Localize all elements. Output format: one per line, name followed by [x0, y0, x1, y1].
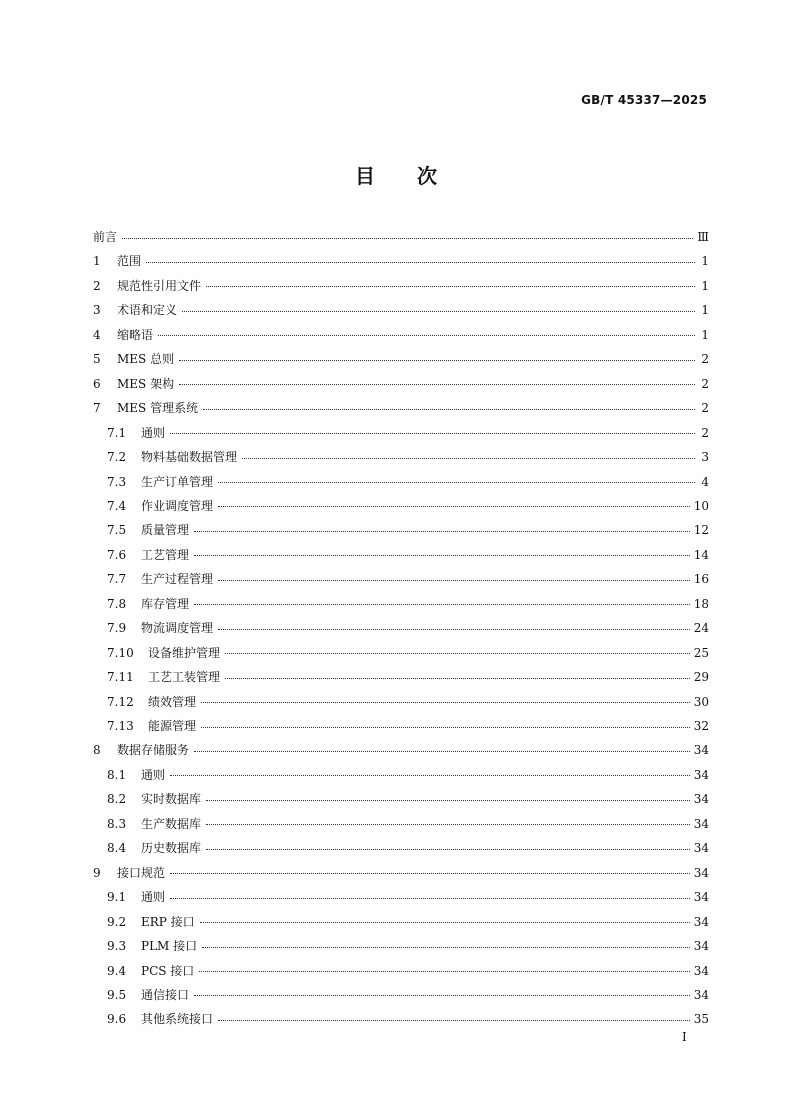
toc-entry-number: 7.3	[107, 474, 127, 489]
toc-entry-page: 35	[693, 1012, 709, 1027]
toc-entry-page: 29	[693, 670, 709, 685]
toc-entry[interactable]	[107, 886, 709, 908]
toc-entry[interactable]	[107, 593, 709, 615]
toc-dot-leader	[201, 727, 690, 728]
toc-entry-number: 9.3	[107, 939, 127, 954]
toc-entry-label: 库存管理	[141, 596, 190, 611]
toc-entry-number: 7	[93, 401, 101, 416]
toc-entry-page: 34	[693, 914, 709, 929]
standard-code: GB/T 45337—2025	[581, 93, 707, 107]
toc-dot-leader	[194, 751, 690, 752]
toc-dot-leader	[218, 1020, 690, 1021]
toc-entry-label: 工艺工装管理	[148, 670, 221, 685]
toc-entry-label: 作业调度管理	[141, 498, 214, 513]
toc-entry[interactable]	[93, 739, 709, 761]
toc-entry-page: 34	[693, 816, 709, 831]
toc-entry-page: Ⅲ	[697, 230, 709, 244]
toc-entry-number: 6	[93, 376, 101, 391]
toc-entry-label: 缩略语	[117, 327, 154, 342]
toc-entry-number: 7.2	[107, 450, 127, 465]
toc-entry[interactable]	[93, 397, 709, 419]
toc-title	[0, 160, 792, 189]
toc-entry-label: ERP 接口	[141, 914, 195, 929]
toc-dot-leader	[206, 800, 690, 801]
toc-entry-label: 能源管理	[148, 719, 197, 733]
toc-entry-label: 通则	[141, 767, 166, 782]
toc-entry[interactable]	[107, 422, 709, 444]
toc-entry-page: 25	[693, 645, 709, 660]
toc-dot-leader	[206, 286, 695, 287]
toc-entry-label: 绩效管理	[148, 694, 197, 709]
toc-entry-page: 12	[693, 523, 709, 538]
toc-entry-page: 34	[693, 963, 709, 978]
toc-entry-label: PCS 接口	[141, 963, 195, 978]
toc-entry-number: 8.2	[107, 792, 127, 807]
toc-entry-number: 7.4	[107, 498, 127, 513]
toc-dot-leader	[158, 335, 695, 336]
toc-dot-leader	[146, 262, 695, 263]
toc-entry[interactable]	[107, 666, 709, 688]
toc-entry[interactable]	[107, 471, 709, 493]
toc-entry[interactable]	[107, 984, 709, 1006]
toc-entry-page: 34	[693, 865, 709, 880]
toc-entry-page: 4	[701, 474, 709, 489]
toc-entry-number: 8	[93, 743, 101, 758]
toc-entry-label: MES 总则	[117, 352, 175, 367]
toc-entry-label: MES 管理系统	[117, 401, 199, 416]
toc-entry-page: 1	[701, 327, 709, 342]
toc-entry[interactable]	[93, 862, 709, 884]
toc-entry-label: 通则	[141, 890, 166, 905]
toc-entry-page: 34	[693, 743, 709, 758]
toc-dot-leader	[199, 971, 689, 972]
toc-entry[interactable]	[107, 935, 709, 957]
toc-dot-leader	[179, 360, 695, 361]
toc-entry[interactable]	[107, 788, 709, 810]
toc-entry-page: 32	[693, 719, 709, 733]
toc-entry[interactable]	[107, 911, 709, 933]
toc-entry-label: 通则	[141, 425, 166, 440]
toc-dot-leader	[218, 482, 695, 483]
toc-entry[interactable]	[107, 495, 709, 517]
toc-entry[interactable]	[93, 348, 709, 370]
toc-entry[interactable]	[107, 617, 709, 639]
toc-entry-number: 9.1	[107, 890, 127, 905]
toc-entry-page: 34	[693, 939, 709, 954]
toc-entry[interactable]	[93, 324, 709, 346]
toc-entry[interactable]	[107, 691, 709, 713]
toc-entry-page: 34	[693, 890, 709, 905]
toc-entry-page: 2	[701, 352, 709, 367]
toc-entry-page: 30	[693, 694, 709, 709]
toc-entry[interactable]	[107, 446, 709, 468]
toc-entry-number: 7.5	[107, 523, 127, 538]
toc-entry-number: 7.13	[107, 719, 134, 733]
toc-title-part1: 目	[355, 164, 375, 188]
toc-dot-leader	[225, 678, 690, 679]
toc-dot-leader	[242, 458, 695, 459]
toc-entry-page: 16	[693, 572, 709, 587]
toc-dot-leader	[170, 433, 695, 434]
toc-dot-leader	[194, 531, 690, 532]
toc-entry-number: 9.2	[107, 914, 127, 929]
toc-entry-page: 10	[693, 498, 709, 513]
toc-entry-label: 生产订单管理	[141, 474, 214, 489]
toc-entry-page: 18	[693, 596, 709, 611]
toc-entry[interactable]	[93, 299, 709, 321]
toc-entry-number: 7.7	[107, 572, 127, 587]
toc-entry-label: 质量管理	[141, 523, 190, 538]
toc-entry[interactable]	[93, 250, 709, 272]
toc-entry-number: 5	[93, 352, 101, 367]
toc-entry-number: 7.1	[107, 425, 127, 440]
toc-dot-leader	[170, 775, 690, 776]
toc-dot-leader	[218, 580, 690, 581]
toc-entry-number: 8.3	[107, 816, 127, 831]
toc-title-part2: 次	[417, 164, 437, 188]
toc-entry-label: PLM 接口	[141, 939, 198, 954]
toc-entry-page: 3	[701, 450, 709, 465]
toc-entry[interactable]	[107, 764, 709, 786]
toc-entry-label: 范围	[117, 254, 142, 269]
toc-entry-page: 1	[701, 278, 709, 293]
toc-dot-leader	[182, 311, 695, 312]
toc-entry[interactable]	[107, 544, 709, 566]
toc-dot-leader	[203, 409, 695, 410]
toc-entry-page: 2	[701, 401, 709, 416]
toc-entry[interactable]	[107, 1008, 709, 1030]
toc-entry-label: 物料基础数据管理	[141, 450, 238, 465]
toc-dot-leader	[170, 898, 690, 899]
toc-entry-label: 接口规范	[117, 865, 166, 880]
toc-entry-number: 7.6	[107, 547, 127, 562]
toc-dot-leader	[218, 629, 690, 630]
toc-entry-number: 9	[93, 865, 101, 880]
toc-entry-page: 34	[693, 841, 709, 856]
toc-dot-leader	[202, 947, 690, 948]
toc-entry-page: 2	[701, 376, 709, 391]
toc-entry-number: 8.1	[107, 767, 127, 782]
toc-entry[interactable]	[93, 373, 709, 395]
toc-entry-label: 生产过程管理	[141, 572, 214, 587]
toc-entry-page: 34	[693, 792, 709, 807]
toc-entry-number: 9.5	[107, 987, 127, 1002]
toc-entry-label: 设备维护管理	[148, 645, 221, 660]
toc-dot-leader	[206, 849, 690, 850]
toc-dot-leader	[194, 995, 690, 996]
toc-entry-label: MES 架构	[117, 376, 175, 391]
toc-entry[interactable]	[107, 568, 709, 590]
toc-dot-leader	[194, 555, 690, 556]
toc-entry-number: 7.9	[107, 621, 127, 636]
toc-entry-label: 通信接口	[141, 987, 190, 1002]
toc-entry[interactable]	[93, 226, 709, 248]
toc-dot-leader	[200, 922, 690, 923]
toc-entry-page: 2	[701, 425, 709, 440]
toc-entry-label: 规范性引用文件	[117, 278, 202, 293]
toc-entry-page: 1	[701, 254, 709, 269]
toc-entry-number: 7.11	[107, 670, 134, 685]
toc-dot-leader	[206, 824, 690, 825]
toc-entry-number: 2	[93, 278, 101, 293]
toc-entry-label: 实时数据库	[141, 792, 202, 807]
toc-entry-page: 1	[701, 303, 709, 318]
toc-entry-number: 8.4	[107, 841, 127, 856]
toc-entry-page: 34	[693, 987, 709, 1002]
toc-entry-page: 14	[693, 547, 709, 562]
toc-entry-page: 24	[693, 621, 709, 636]
toc-dot-leader	[225, 653, 690, 654]
toc-entry-label: 工艺管理	[141, 547, 190, 562]
toc-dot-leader	[194, 604, 690, 605]
toc-entry[interactable]	[107, 813, 709, 835]
toc-entry[interactable]	[107, 519, 709, 541]
toc-entry-number: 1	[93, 254, 101, 269]
toc-entry-number: 3	[93, 303, 101, 318]
toc-entry-number: 7.12	[107, 694, 134, 709]
page-number: I	[682, 1030, 687, 1044]
toc-dot-leader	[179, 384, 695, 385]
toc-entry[interactable]	[107, 837, 709, 859]
toc-entry-number: 7.10	[107, 645, 134, 660]
toc-dot-leader	[201, 702, 690, 703]
toc-entry-number: 9.4	[107, 963, 127, 978]
toc-entry[interactable]	[93, 275, 709, 297]
toc-entry-number: 7.8	[107, 596, 127, 611]
toc-entry-number: 9.6	[107, 1012, 127, 1027]
toc-entry-label: 生产数据库	[141, 816, 202, 831]
toc-entry-label: 其他系统接口	[141, 1012, 214, 1027]
toc-dot-leader	[170, 873, 690, 874]
toc-dot-leader	[122, 238, 693, 239]
toc-entry-label: 物流调度管理	[141, 621, 214, 636]
toc-entry-page: 34	[693, 767, 709, 782]
toc-entry-label: 数据存储服务	[117, 743, 190, 758]
toc-entry[interactable]	[107, 642, 709, 664]
toc-entry[interactable]	[107, 715, 709, 737]
toc-entry-label: 前言	[93, 230, 118, 244]
toc-entry-label: 术语和定义	[117, 303, 178, 318]
toc-entry-number: 4	[93, 327, 101, 342]
toc-entry[interactable]	[107, 960, 709, 982]
toc-entry-label: 历史数据库	[141, 841, 202, 856]
toc-dot-leader	[218, 506, 690, 507]
